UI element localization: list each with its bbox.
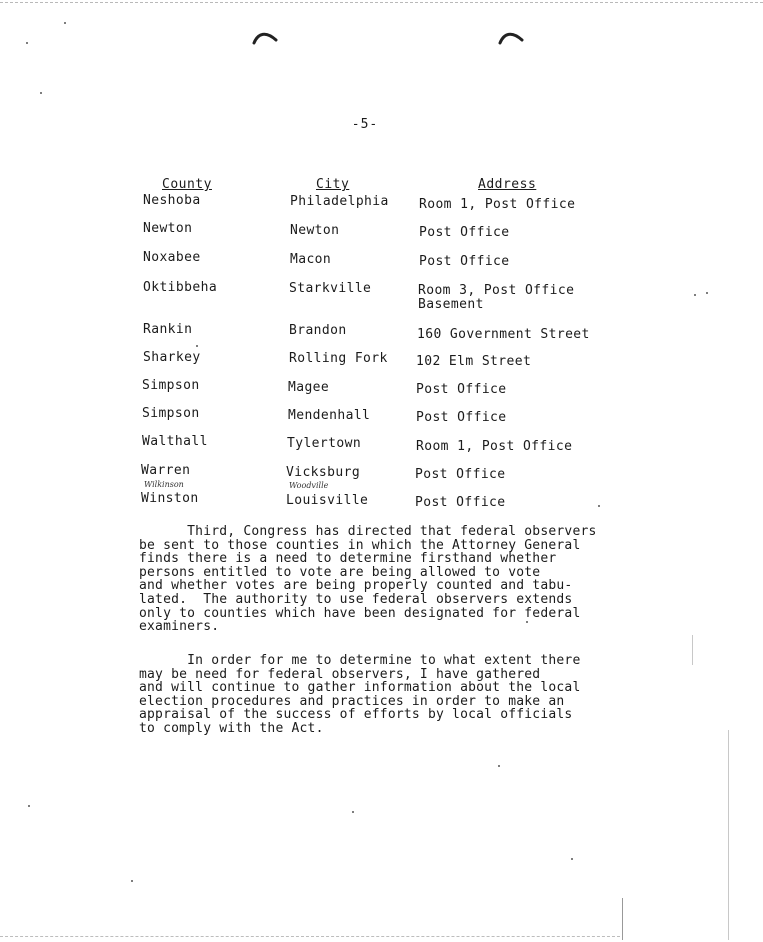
header-county: County (162, 177, 212, 192)
text-line: be sent to those counties in which the Attorney General (139, 537, 581, 553)
cell-address: Room 3, Post Office (418, 283, 575, 298)
cell-county: Simpson (142, 406, 200, 421)
cell-city: Vicksburg (286, 465, 361, 480)
cell-city: Macon (290, 252, 332, 267)
text-line: appraisal of the success of efforts by local officials (139, 707, 573, 723)
cell-county: Rankin (143, 322, 193, 337)
staple-mark-left (252, 30, 278, 46)
text-line: only to counties which have been designated for federal (139, 605, 581, 621)
cell-county: Sharkey (143, 350, 201, 365)
cell-city: Louisville (286, 493, 369, 508)
scan-speck (196, 345, 198, 347)
cell-county: Winston (141, 491, 199, 506)
scan-speck (498, 765, 500, 767)
cell-city: Starkville (289, 281, 372, 296)
cell-address: 160 Government Street (417, 327, 590, 342)
cell-city: Tylertown (287, 436, 362, 451)
text-line: to comply with the Act. (139, 720, 324, 736)
cell-address: Post Office (419, 254, 510, 269)
cell-address: Post Office (419, 225, 510, 240)
scan-speck (352, 811, 354, 813)
header-city: City (316, 177, 350, 192)
cell-address: Post Office (415, 467, 506, 482)
staple-mark-right (498, 30, 524, 46)
scan-speck (571, 858, 573, 860)
text-line: examiners. (139, 619, 220, 635)
paragraph-information-gathering (139, 654, 644, 736)
handwritten-city: Woodville (289, 481, 329, 490)
text-line: election procedures and practices in order to make an (139, 693, 565, 709)
header-address: Address (478, 177, 537, 192)
text-line: persons entitled to vote are being allowed to vote (139, 564, 541, 580)
cell-address-line2: Basement (418, 297, 484, 312)
scan-line (728, 730, 729, 940)
scan-line (622, 898, 623, 940)
scan-speck (706, 292, 708, 294)
scan-speck (131, 880, 133, 882)
scan-speck (598, 505, 600, 507)
scan-line (692, 635, 693, 665)
cell-address: Room 1, Post Office (416, 439, 573, 454)
page-bottom-edge (0, 936, 620, 937)
text-line: finds there is a need to determine firsthand whether (139, 551, 557, 567)
cell-city: Magee (288, 380, 330, 395)
cell-city: Newton (290, 223, 340, 238)
text-line: may be need for federal observers, I have gathered (139, 666, 541, 682)
cell-county: Simpson (142, 378, 200, 393)
cell-address: 102 Elm Street (416, 354, 532, 369)
paragraph-federal-observers (139, 525, 644, 634)
handwritten-county: Wilkinson (144, 480, 184, 489)
cell-address: Post Office (416, 382, 507, 397)
cell-address: Post Office (415, 495, 506, 510)
scan-speck (694, 294, 696, 296)
cell-county: Neshoba (143, 193, 201, 208)
text-line: Third, Congress has directed that federal observers (139, 524, 597, 539)
cell-county: Warren (141, 463, 191, 478)
cell-county: Walthall (142, 434, 208, 449)
scan-speck (28, 805, 30, 807)
scan-speck (64, 22, 66, 24)
scan-speck (26, 42, 28, 44)
page-top-edge (0, 2, 763, 3)
cell-city: Philadelphia (290, 194, 389, 209)
cell-address: Room 1, Post Office (419, 197, 576, 212)
page-number: -5- (351, 117, 379, 132)
cell-county: Newton (143, 221, 193, 236)
cell-county: Noxabee (143, 250, 201, 265)
scan-speck (40, 92, 42, 94)
text-line: and will continue to gather information about the local (139, 680, 581, 696)
text-line: and whether votes are being properly counted and tabu- (139, 578, 573, 594)
cell-county: Oktibbeha (143, 280, 218, 295)
cell-city: Brandon (289, 323, 347, 338)
cell-address: Post Office (416, 410, 507, 425)
cell-city: Mendenhall (288, 408, 371, 423)
cell-city: Rolling Fork (289, 351, 388, 366)
scan-speck (526, 621, 528, 623)
text-line: In order for me to determine to what extent there (139, 653, 581, 668)
text-line: lated. The authority to use federal observers extends (139, 591, 573, 607)
